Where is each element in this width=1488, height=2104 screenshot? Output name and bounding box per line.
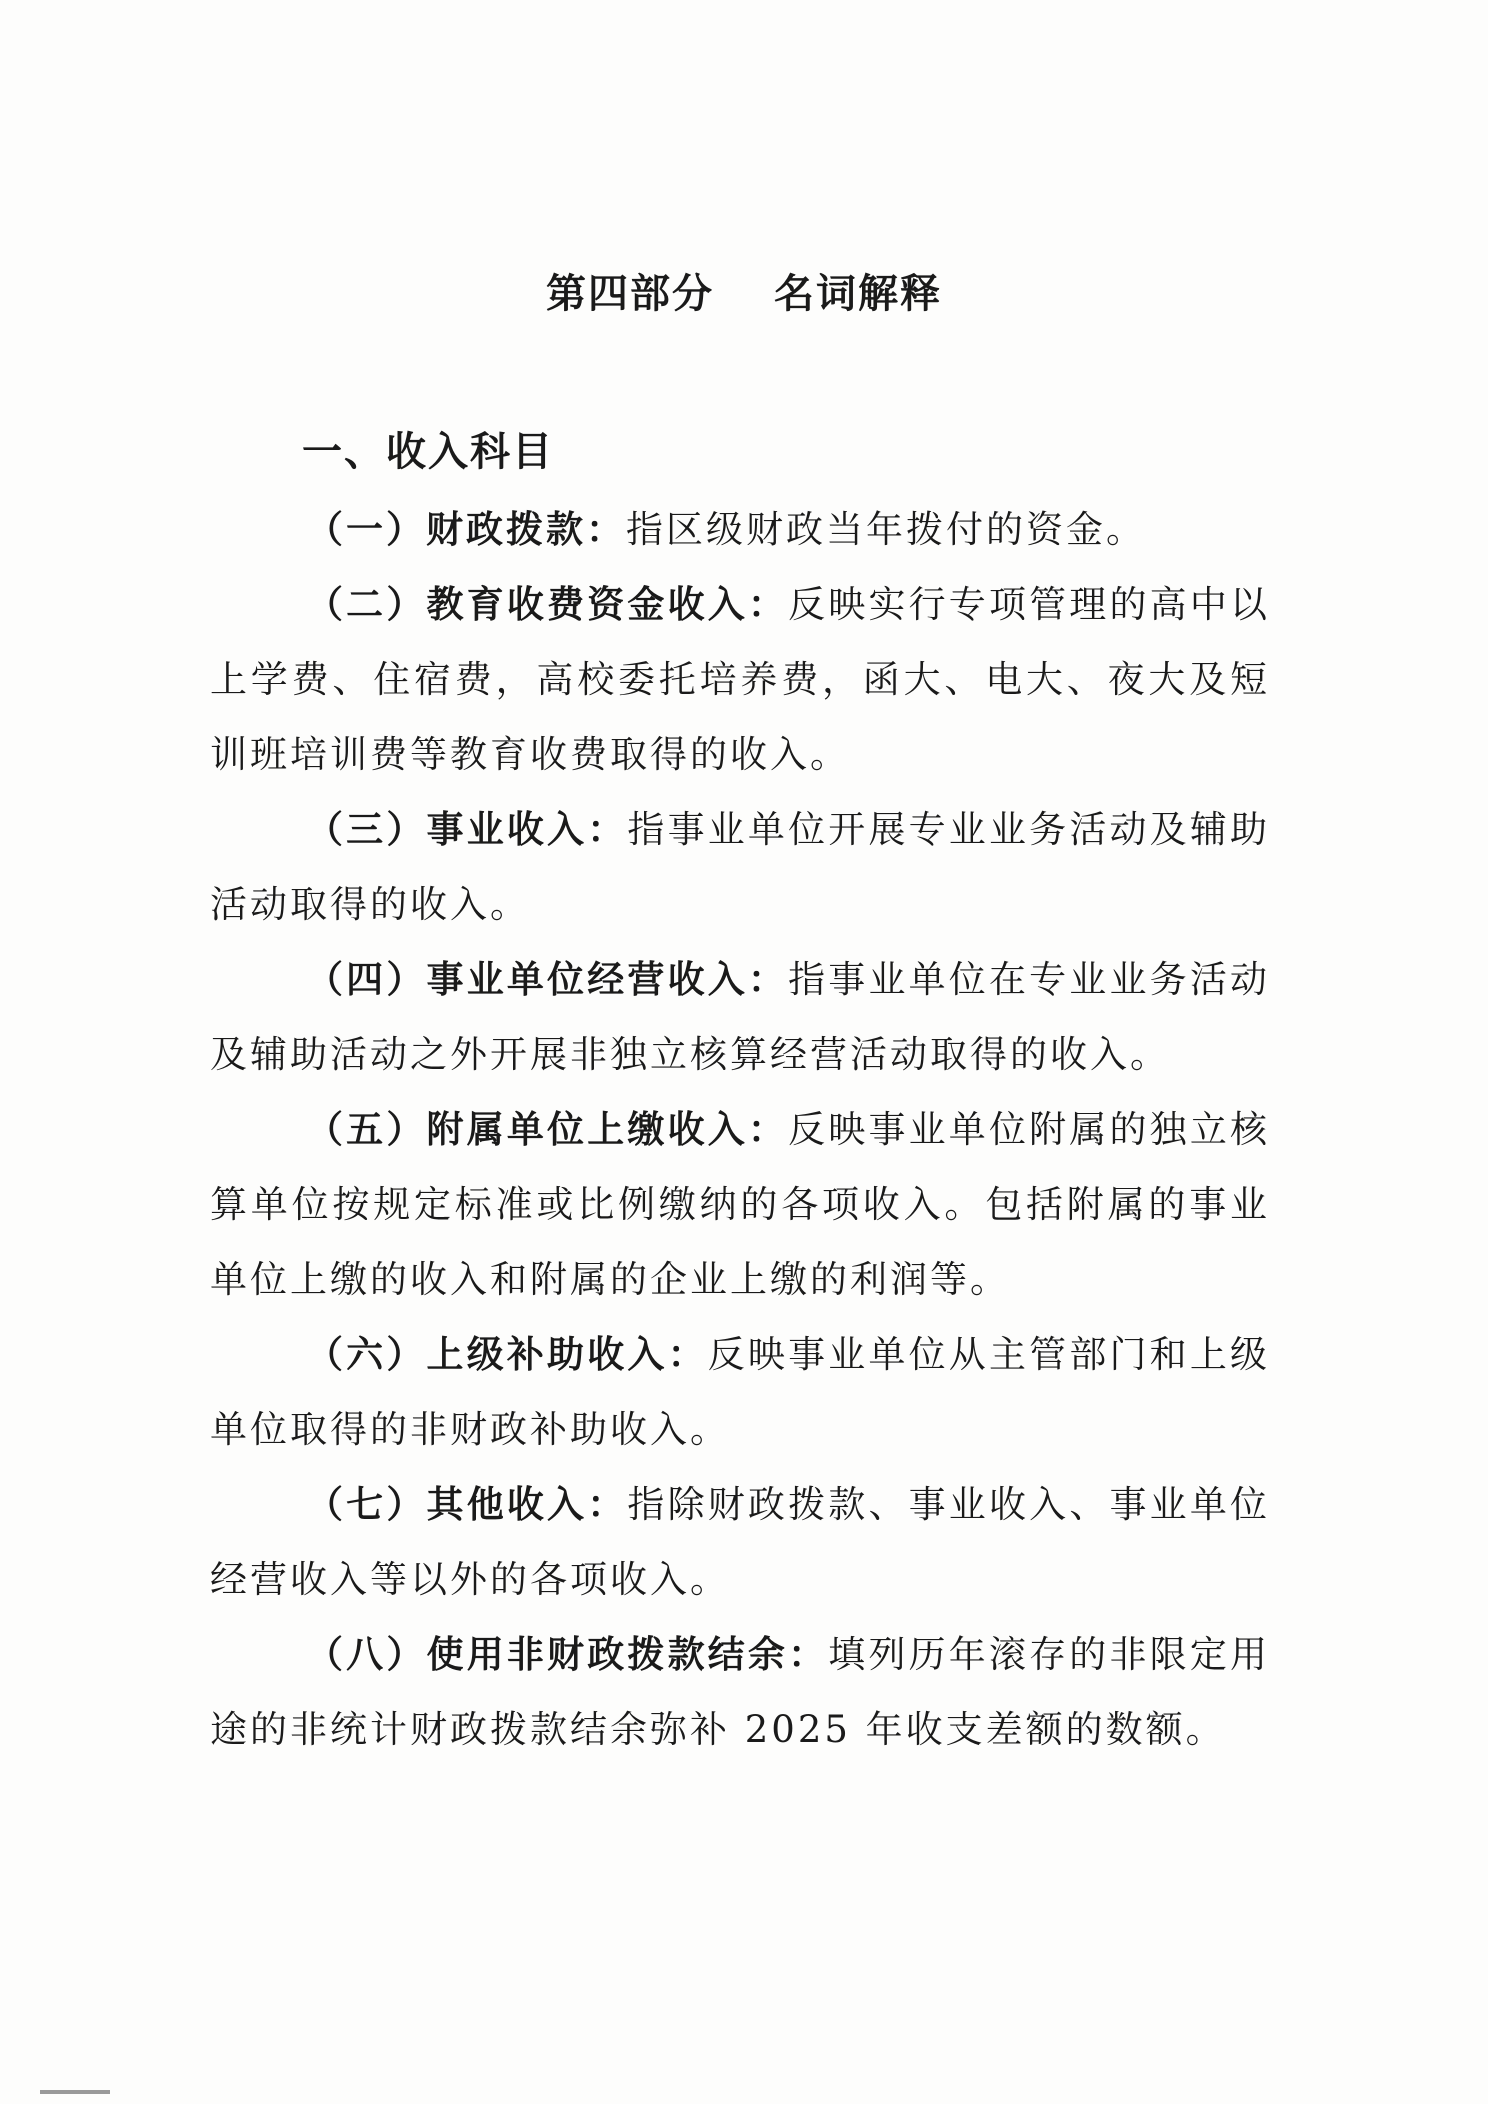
definition-item: [210, 942, 1270, 1092]
definition-text: 反映事业单位附属的独立核算单位按规定标准或比例缴纳的各项收入。包括附属的事业单位上缴的收入和附属的企业上缴的利润等。: [210, 1108, 1271, 1301]
section-heading: 一、收入科目: [302, 428, 554, 475]
definition-item: [210, 567, 1270, 792]
definition-item: [210, 1092, 1270, 1317]
definition-text: 反映实行专项管理的高中以上学费、住宿费，高校委托培养费，函大、电大、夜大及短训班培训费等教育收费取得的收入。: [210, 583, 1271, 776]
definition-text: 指事业单位在专业业务活动及辅助活动之外开展非独立核算经营活动取得的收入。: [210, 958, 1271, 1076]
definition-term: （八）使用非财政拨款结余：: [306, 1632, 829, 1676]
definition-term: （二）教育收费资金收入：: [306, 582, 789, 626]
definition-text: 指区级财政当年拨付的资金。: [626, 508, 1146, 551]
title-name: 名词解释: [774, 270, 942, 317]
scan-edge-mark: [40, 2090, 110, 2094]
definition-text: 指除财政拨款、事业收入、事业单位经营收入等以外的各项收入。: [210, 1483, 1271, 1601]
definition-term: （六）上级补助收入：: [306, 1332, 708, 1376]
definition-term: （七）其他收入：: [306, 1482, 628, 1526]
definition-item: [210, 1317, 1270, 1467]
definition-text: 填列历年滚存的非限定用途的非统计财政拨款结余弥补 2025 年收支差额的数额。: [210, 1633, 1271, 1751]
definition-item: [210, 492, 1270, 567]
definition-item: [210, 1467, 1270, 1617]
definition-item: [210, 1617, 1270, 1767]
definition-item: [210, 792, 1270, 942]
definition-term: （四）事业单位经营收入：: [306, 957, 789, 1001]
definitions-list: [210, 492, 1270, 1767]
definition-term: （一）财政拨款：: [306, 507, 626, 551]
page-title: [0, 262, 1488, 319]
definition-term: （三）事业收入：: [306, 807, 628, 851]
title-part: 第四部分: [546, 270, 714, 317]
definition-text: 指事业单位开展专业业务活动及辅助活动取得的收入。: [210, 808, 1271, 926]
definition-text: 反映事业单位从主管部门和上级单位取得的非财政补助收入。: [210, 1333, 1271, 1451]
definition-term: （五）附属单位上缴收入：: [306, 1107, 789, 1151]
